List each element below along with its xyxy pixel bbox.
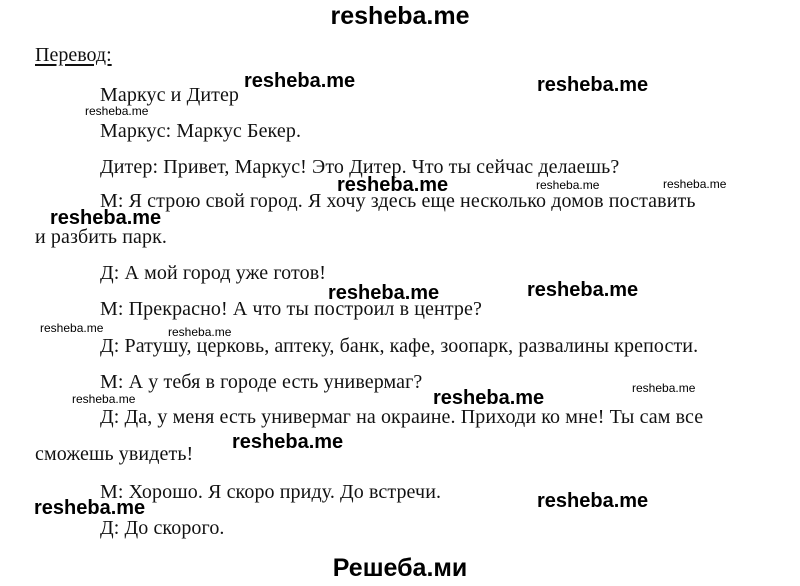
watermark: resheba.me [433,387,545,409]
dialogue-line: Д: А мой город уже готов! [100,262,326,284]
dialogue-line: Дитер: Привет, Маркус! Это Дитер. Что ты сейчас делаешь? [100,156,620,178]
watermark: resheba.me [632,381,696,395]
dialogue-line: М: Я строю свой город. Я хочу здесь еще несколько домов поставить [100,190,696,212]
watermark: resheba.me [337,174,449,196]
dialogue-line: М: А у тебя в городе есть универмаг? [100,371,423,393]
watermark: resheba.me [40,321,104,335]
watermark: resheba.me [537,74,649,96]
watermark: resheba.me [72,392,136,406]
watermark: resheba.me [34,497,146,519]
site-header: resheba.me [330,2,470,30]
watermark: resheba.me [537,490,649,512]
dialogue-line: М: Хорошо. Я скоро приду. До встречи. [100,481,442,503]
watermark: resheba.me [328,282,440,304]
dialogue-line: М: Прекрасно! А что ты построил в центре? [100,298,482,320]
dialogue-line: Д: Ратушу, церковь, аптеку, банк, кафе, зоопарк, развалины крепости. [100,335,699,357]
watermark: resheba.me [536,178,600,192]
translation-heading: Перевод: [35,44,112,66]
watermark: resheba.me [85,104,149,118]
watermark: resheba.me [168,325,232,339]
watermark: resheba.me [232,431,344,453]
dialogue-line: Маркус: Маркус Бекер. [100,120,302,142]
watermark: resheba.me [663,177,727,191]
dialogue-line: Д: Да, у меня есть универмаг на окраине. Приходи ко мне! Ты сам все [100,406,704,428]
dialogue-title: Маркус и Дитер [100,84,240,106]
watermark: resheba.me [244,70,356,92]
watermark: resheba.me [50,207,162,229]
site-footer: Решеба.ми [332,554,468,582]
watermark: resheba.me [527,279,639,301]
dialogue-line: и разбить парк. [35,226,168,248]
dialogue-line: Д: До скорого. [100,517,225,539]
dialogue-line: сможешь увидеть! [35,443,194,465]
